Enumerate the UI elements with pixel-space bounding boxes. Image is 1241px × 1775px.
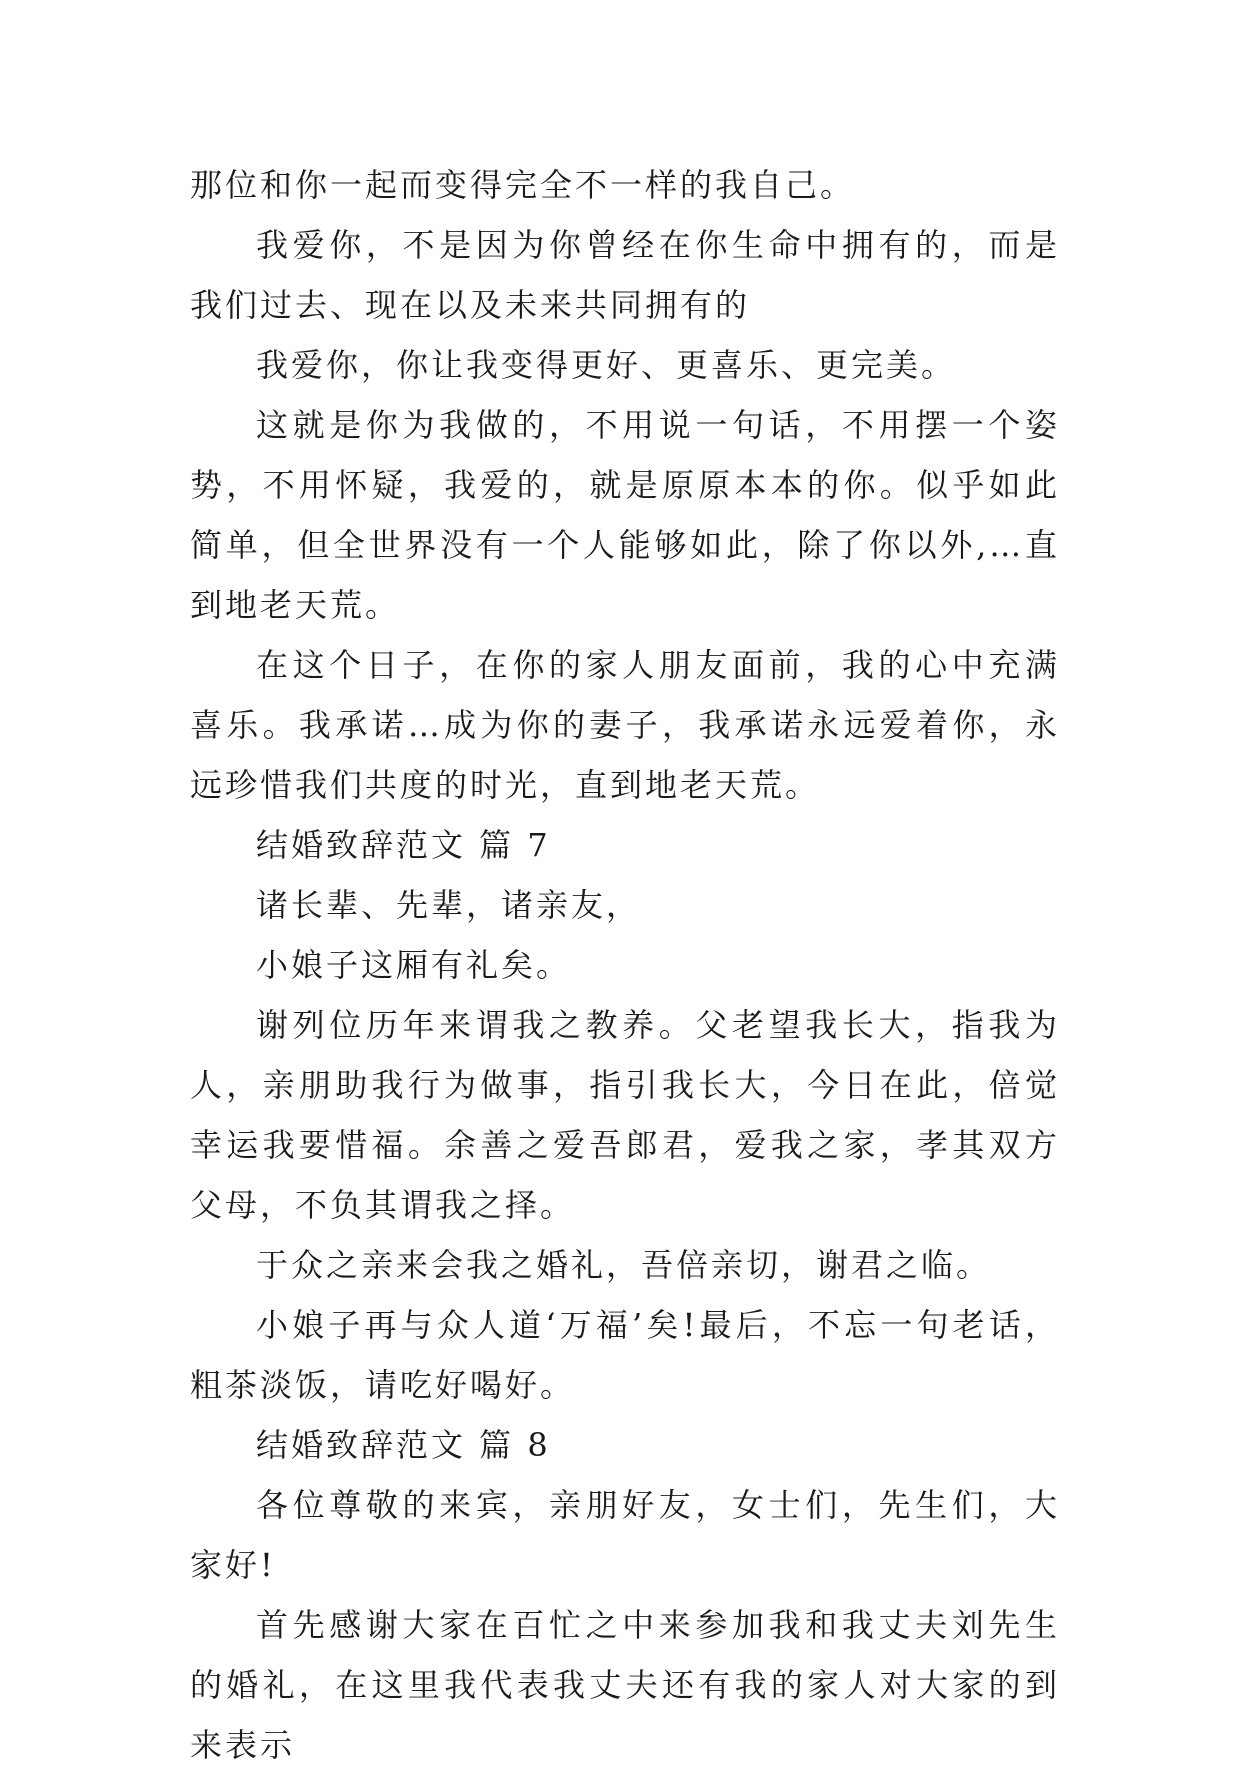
- paragraph-4: 这就是你为我做的，不用说一句话，不用摆一个姿势，不用怀疑，我爱的，就是原原本本的你。似乎如此简单，但全世界没有一个人能够如此，除了你以外,…直到地老天荒。: [190, 406, 1060, 624]
- paragraph-2: 我爱你，不是因为你曾经在你生命中拥有的，而是我们过去、现在以及未来共同拥有的: [190, 226, 1060, 324]
- paragraph-1: 那位和你一起而变得完全不一样的我自己。: [190, 166, 856, 204]
- paragraph-9: 谢列位历年来谓我之教养。父老望我长大，指我为人，亲朋助我行为做事，指引我长大，今日在此，倍觉幸运我要惜福。余善之爱吾郎君，爱我之家，孝其双方父母，不负其谓我之择。: [190, 1006, 1060, 1224]
- paragraph-5: 在这个日子，在你的家人朋友面前，我的心中充满喜乐。我承诺…成为你的妻子，我承诺永远爱着你，永远珍惜我们共度的时光，直到地老天荒。: [190, 646, 1060, 804]
- paragraph-7: 诸长辈、先辈，诸亲友，: [256, 886, 642, 924]
- paragraph-13: 各位尊敬的来宾，亲朋好友，女士们，先生们，大家好!: [190, 1486, 1060, 1584]
- section-heading-7: 结婚致辞范文 篇 7: [256, 826, 551, 864]
- paragraph-11: 小娘子再与众人道‘万福’矣!最后，不忘一句老话，粗茶淡饭，请吃好喝好。: [190, 1306, 1060, 1404]
- paragraph-10: 于众之亲来会我之婚礼，吾倍亲切，谢君之临。: [256, 1246, 992, 1284]
- paragraph-8: 小娘子这厢有礼矣。: [256, 946, 572, 984]
- paragraph-14: 首先感谢大家在百忙之中来参加我和我丈夫刘先生的婚礼，在这里我代表我丈夫还有我的家人对大家的到来表示: [190, 1606, 1060, 1764]
- document-page: [190, 155, 1060, 1775]
- section-heading-8: 结婚致辞范文 篇 8: [256, 1426, 551, 1464]
- paragraph-3: 我爱你，你让我变得更好、更喜乐、更完美。: [256, 346, 957, 384]
